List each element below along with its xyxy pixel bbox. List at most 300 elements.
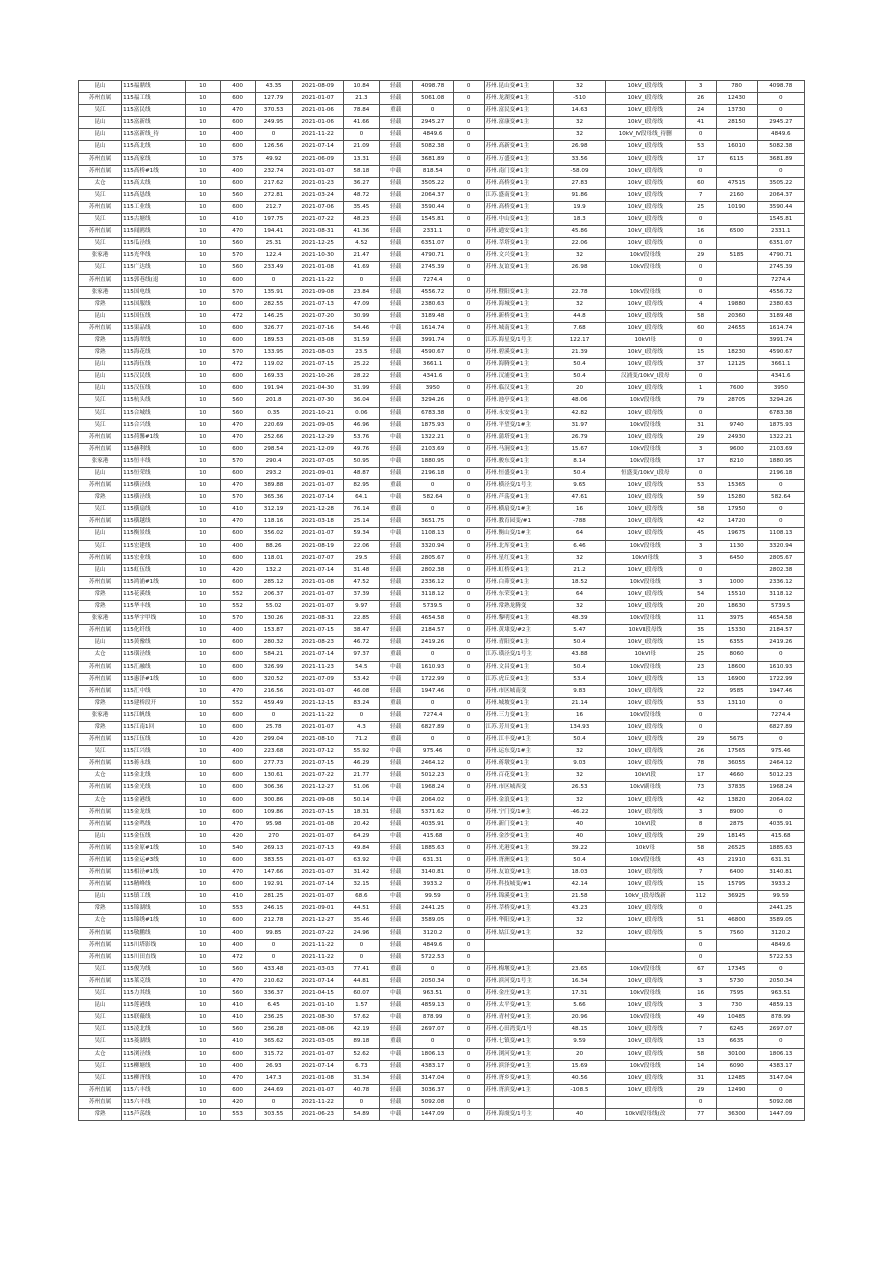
table-cell: 30.99 <box>343 310 379 322</box>
table-cell: 44.51 <box>343 903 379 915</box>
table-cell: 10 <box>185 480 220 492</box>
table-cell: 2697.07 <box>412 1024 453 1036</box>
table-cell: 31.48 <box>343 564 379 576</box>
table-cell: 6827.89 <box>757 721 804 733</box>
table-cell: 122.4 <box>255 250 292 262</box>
table-cell: 苏州.浏河变/#1主 <box>484 1048 554 1060</box>
table-cell: 115鸿浦#1线 <box>122 576 186 588</box>
table-cell: 600 <box>220 855 255 867</box>
table-cell: 5082.38 <box>412 141 453 153</box>
table-cell: 0 <box>453 347 484 359</box>
table-cell: 3950 <box>757 383 804 395</box>
table-cell: 张家港 <box>79 286 122 298</box>
table-cell: 115海花线 <box>122 347 186 359</box>
table-cell: 2021-10-21 <box>292 407 343 419</box>
table-cell: 20 <box>554 1048 605 1060</box>
table-cell: 48.23 <box>343 214 379 226</box>
table-cell: 3147.04 <box>412 1072 453 1084</box>
table-cell: 2464.12 <box>412 758 453 770</box>
table-row <box>79 177 805 189</box>
table-cell: 苏州.胥洲变#1主 <box>484 855 554 867</box>
table-cell: 67 <box>685 963 716 975</box>
table-cell: 中载 <box>379 891 412 903</box>
table-cell: 苏州.碧溪变#1主 <box>484 347 554 359</box>
table-cell: 115福工线 <box>122 93 186 105</box>
table-cell: 31.59 <box>343 334 379 346</box>
table-cell: 40 <box>554 1108 605 1120</box>
table-cell: 吴江 <box>79 540 122 552</box>
table-cell: 轻载 <box>379 842 412 854</box>
table-cell: 10 <box>185 1000 220 1012</box>
table-row <box>79 637 805 649</box>
table-cell: 115高桥#1线 <box>122 165 186 177</box>
table-cell: 轻载 <box>379 407 412 419</box>
table-cell: 0 <box>453 1096 484 1108</box>
table-cell: 苏州直属 <box>79 818 122 830</box>
table-cell: 2021-06-09 <box>292 153 343 165</box>
table-cell: 2021-08-10 <box>292 734 343 746</box>
table-cell: 轻载 <box>379 576 412 588</box>
table-row <box>79 419 805 431</box>
table-cell: 2021-08-31 <box>292 613 343 625</box>
table-cell: 2021-11-22 <box>292 709 343 721</box>
table-cell: 10kV_Ⅰ段母线 <box>605 347 685 359</box>
table-row <box>79 189 805 201</box>
table-cell: 36.04 <box>343 395 379 407</box>
table-cell: 2021-03-24 <box>292 189 343 201</box>
table-cell: 2745.39 <box>412 262 453 274</box>
table-row <box>79 746 805 758</box>
table-cell: 10kV段母线 <box>605 455 685 467</box>
table-cell: 10 <box>185 238 220 250</box>
table-cell: 115六丰线 <box>122 1096 186 1108</box>
table-cell: 10 <box>185 879 220 891</box>
table-cell: 10 <box>185 81 220 93</box>
table-cell: 4849.6 <box>412 939 453 951</box>
table-cell: 0 <box>453 867 484 879</box>
table-cell: 轻载 <box>379 468 412 480</box>
table-cell: 0 <box>757 93 804 105</box>
table-row <box>79 117 805 129</box>
table-row <box>79 201 805 213</box>
table-cell: 35 <box>685 625 716 637</box>
table-cell: 江苏.璜泾变/1号主 <box>484 649 554 661</box>
table-cell: 0 <box>453 334 484 346</box>
table-cell: 2021-07-14 <box>292 141 343 153</box>
table-cell: 32 <box>554 298 605 310</box>
table-cell: 轻载 <box>379 867 412 879</box>
table-cell: 2064.02 <box>757 794 804 806</box>
table-cell: 420 <box>220 564 255 576</box>
table-cell: 2802.38 <box>412 564 453 576</box>
table-cell: 42.14 <box>554 879 605 891</box>
table-cell: 3294.26 <box>412 395 453 407</box>
table-row <box>79 709 805 721</box>
table-cell: 10 <box>185 903 220 915</box>
table-cell: 吴江 <box>79 189 122 201</box>
table-cell: 10kV_Ⅰ段母线 <box>605 431 685 443</box>
table-cell: 31 <box>685 419 716 431</box>
table-cell: 21.09 <box>343 141 379 153</box>
table-cell: 16010 <box>716 141 757 153</box>
table-cell: 0 <box>343 1096 379 1108</box>
table-cell: 10 <box>185 371 220 383</box>
table-cell: 0 <box>453 1024 484 1036</box>
table-cell: 600 <box>220 794 255 806</box>
table-cell: 中载 <box>379 782 412 794</box>
table-cell: 0 <box>453 468 484 480</box>
table-cell: 苏州.南门变#1主 <box>484 165 554 177</box>
table-cell: 22.06 <box>343 540 379 552</box>
table-cell: 570 <box>220 455 255 467</box>
table-cell: 326.77 <box>255 322 292 334</box>
table-cell: 2021-08-09 <box>292 81 343 93</box>
table-row <box>79 407 805 419</box>
table-cell: 55.02 <box>255 601 292 613</box>
table-cell: 10kV_Ⅰ段母线 <box>605 1048 685 1060</box>
table-cell: 3505.22 <box>757 177 804 189</box>
table-cell: 2021-01-06 <box>292 105 343 117</box>
table-cell: 0 <box>453 601 484 613</box>
table-cell: 15510 <box>716 588 757 600</box>
table-row <box>79 455 805 467</box>
table-cell: 6245 <box>716 1024 757 1036</box>
table-cell: 21.39 <box>554 347 605 359</box>
table-cell <box>716 214 757 226</box>
table-cell: 7560 <box>716 927 757 939</box>
table-cell: 2945.27 <box>757 117 804 129</box>
table-cell: 10kV段母线 <box>605 963 685 975</box>
table-cell: 126.56 <box>255 141 292 153</box>
table-cell: 55.92 <box>343 746 379 758</box>
table-cell: 2331.1 <box>757 226 804 238</box>
table-cell: 0 <box>453 81 484 93</box>
table-cell: 苏州直属 <box>79 661 122 673</box>
table-cell: 吴江 <box>79 1060 122 1072</box>
table-cell: 0 <box>255 274 292 286</box>
table-cell: 15330 <box>716 625 757 637</box>
table-cell: 0 <box>453 818 484 830</box>
table-cell: 48.72 <box>343 189 379 201</box>
table-row <box>79 867 805 879</box>
table-cell: 16 <box>685 226 716 238</box>
table-cell: 中载 <box>379 988 412 1000</box>
table-cell: 吴江 <box>79 988 122 1000</box>
table-cell: 重载 <box>379 504 412 516</box>
table-cell: 10kV_Ⅰ段母线 <box>605 915 685 927</box>
table-cell <box>484 939 554 951</box>
table-cell: 600 <box>220 322 255 334</box>
table-cell: 苏州.黄埭变/#2主 <box>484 625 554 637</box>
table-row <box>79 238 805 250</box>
table-cell: 10 <box>185 601 220 613</box>
table-cell: 4341.6 <box>412 371 453 383</box>
table-cell: 苏州直属 <box>79 939 122 951</box>
table-cell: 2021-01-07 <box>292 830 343 842</box>
table-cell: 0 <box>453 734 484 746</box>
table-cell: 109.86 <box>255 806 292 818</box>
table-cell: 0 <box>453 855 484 867</box>
table-cell: 轻载 <box>379 540 412 552</box>
table-cell: 54.5 <box>343 661 379 673</box>
table-cell: 2021-07-14 <box>292 879 343 891</box>
table-cell: 582.64 <box>412 492 453 504</box>
table-cell: 10kV_Ⅰ段母线 <box>605 492 685 504</box>
table-cell: 0 <box>453 383 484 395</box>
table-cell: 1000 <box>716 576 757 588</box>
table-cell: 2441.25 <box>412 903 453 915</box>
table-cell: 1108.13 <box>412 528 453 540</box>
table-cell: 963.51 <box>757 988 804 1000</box>
table-cell: 50.14 <box>343 794 379 806</box>
table-cell: 48.15 <box>554 1024 605 1036</box>
table-cell <box>716 334 757 346</box>
table-cell: 3320.94 <box>412 540 453 552</box>
table-cell: 苏州.金浪变#1主 <box>484 794 554 806</box>
table-cell: 10 <box>185 516 220 528</box>
table-cell: 10kV段母线 <box>605 1060 685 1072</box>
table-cell: 878.99 <box>757 1012 804 1024</box>
table-cell: 2021-08-23 <box>292 637 343 649</box>
table-cell <box>716 1096 757 1108</box>
table-cell: 2021-08-03 <box>292 347 343 359</box>
table-cell: 中载 <box>379 165 412 177</box>
table-cell: 0 <box>453 927 484 939</box>
table-cell: 7.68 <box>554 322 605 334</box>
table-cell: 64 <box>554 588 605 600</box>
table-row <box>79 540 805 552</box>
table-cell: 47515 <box>716 177 757 189</box>
table-cell: 10.84 <box>343 81 379 93</box>
table-cell: 吴江 <box>79 105 122 117</box>
table-body <box>79 81 805 1121</box>
table-cell: 苏州.胥乡变/#1主 <box>484 1072 554 1084</box>
table-cell: 10kV_Ⅰ段母线 <box>605 105 685 117</box>
table-cell: 400 <box>220 540 255 552</box>
table-cell: 太仓 <box>79 770 122 782</box>
table-cell: 16900 <box>716 673 757 685</box>
table-cell: 115建桥段开 <box>122 697 186 709</box>
table-cell: 苏州.百花变#1主 <box>484 770 554 782</box>
table-cell: 12430 <box>716 93 757 105</box>
table-cell <box>605 951 685 963</box>
table-cell: 410 <box>220 214 255 226</box>
table-cell: 3036.37 <box>412 1084 453 1096</box>
table-cell: 4.3 <box>343 721 379 733</box>
table-cell: 3118.12 <box>412 588 453 600</box>
table-cell: 0 <box>453 709 484 721</box>
table-cell: 苏州.白茆变#1主 <box>484 576 554 588</box>
table-cell: 10 <box>185 1060 220 1072</box>
table-cell <box>554 951 605 963</box>
table-cell: 43.35 <box>255 81 292 93</box>
table-cell: 0 <box>255 129 292 141</box>
table-cell: 常熟 <box>79 492 122 504</box>
table-cell: 115荷馨#1线 <box>122 431 186 443</box>
table-cell: 6351.07 <box>757 238 804 250</box>
table-cell: 6090 <box>716 1060 757 1072</box>
table-cell: 苏州.七镇变/#1主 <box>484 1036 554 1048</box>
table-cell: 25.22 <box>343 359 379 371</box>
table-cell: 10 <box>185 310 220 322</box>
table-row <box>79 1012 805 1024</box>
table-cell: 600 <box>220 371 255 383</box>
table-cell: 1614.74 <box>757 322 804 334</box>
table-cell: 苏州.东荣变#1主 <box>484 588 554 600</box>
table-cell: 252.66 <box>255 431 292 443</box>
table-cell: 2021-11-22 <box>292 939 343 951</box>
table-cell: 3147.04 <box>757 1072 804 1084</box>
table-cell: 600 <box>220 649 255 661</box>
table-cell: 常熟 <box>79 601 122 613</box>
table-cell: 600 <box>220 576 255 588</box>
table-cell: 15365 <box>716 480 757 492</box>
table-cell: 太仓 <box>79 649 122 661</box>
table-cell: 356.02 <box>255 528 292 540</box>
table-row <box>79 721 805 733</box>
table-cell: 2196.18 <box>757 468 804 480</box>
table-cell: 重载 <box>379 649 412 661</box>
table-cell: 95.98 <box>255 818 292 830</box>
table-cell: 苏州.友谊变/#1主 <box>484 867 554 879</box>
table-cell: 25 <box>685 201 716 213</box>
table-cell: 400 <box>220 1060 255 1072</box>
table-cell: 苏州.马涧变#1主 <box>484 443 554 455</box>
table-cell: 苏州.三力变#1主 <box>484 709 554 721</box>
table-cell: 1880.95 <box>412 455 453 467</box>
table-row <box>79 359 805 371</box>
table-cell: 2064.02 <box>412 794 453 806</box>
table-cell: 115江帆线 <box>122 709 186 721</box>
table-cell: 2021-06-23 <box>292 1108 343 1120</box>
table-cell: 2021-04-30 <box>292 383 343 395</box>
table-cell: 1968.24 <box>412 782 453 794</box>
table-cell: 0 <box>343 939 379 951</box>
table-row <box>79 431 805 443</box>
table-cell: 18.31 <box>343 806 379 818</box>
table-cell: 51 <box>685 915 716 927</box>
table-cell: 2021-07-20 <box>292 310 343 322</box>
table-cell: 7274.4 <box>757 274 804 286</box>
table-cell: 2021-01-08 <box>292 262 343 274</box>
table-cell: 0 <box>685 371 716 383</box>
table-cell: 3 <box>685 576 716 588</box>
table-cell: 36.27 <box>343 177 379 189</box>
table-cell: 4556.72 <box>412 286 453 298</box>
table-cell: 41.66 <box>343 117 379 129</box>
table-cell: 40 <box>554 830 605 842</box>
table-cell: 29 <box>685 830 716 842</box>
table-cell: 苏州.海城变#1主 <box>484 298 554 310</box>
table-cell: 0 <box>757 1036 804 1048</box>
table-cell: 400 <box>220 129 255 141</box>
table-cell: 600 <box>220 782 255 794</box>
table-cell: 115瓜泾线 <box>122 238 186 250</box>
table-cell: 2419.26 <box>412 637 453 649</box>
table-cell: 10kV_Ⅰ段母线 <box>605 322 685 334</box>
table-cell: 22.85 <box>343 613 379 625</box>
table-cell: 3140.81 <box>757 867 804 879</box>
table-cell: 2021-07-06 <box>292 201 343 213</box>
table-cell: 3294.26 <box>757 395 804 407</box>
table-cell: 23.5 <box>343 347 379 359</box>
table-cell <box>716 903 757 915</box>
table-cell: 轻载 <box>379 1000 412 1012</box>
table-cell: 299.04 <box>255 734 292 746</box>
table-cell: 0 <box>453 504 484 516</box>
table-row <box>79 903 805 915</box>
table-row <box>79 951 805 963</box>
table-cell: 3950 <box>412 383 453 395</box>
table-cell: 10kV_Ⅰ段母线 <box>605 93 685 105</box>
table-cell: 14720 <box>716 516 757 528</box>
table-cell: 115国伍线 <box>122 310 186 322</box>
table-cell: 383.55 <box>255 855 292 867</box>
table-cell: 0 <box>453 105 484 117</box>
table-cell: 5.66 <box>554 1000 605 1012</box>
table-cell: 轻载 <box>379 395 412 407</box>
table-cell <box>605 939 685 951</box>
data-table <box>78 80 805 1121</box>
table-cell: 苏州.新桥变#1主 <box>484 310 554 322</box>
table-cell: 5012.23 <box>757 770 804 782</box>
table-cell: 10 <box>185 552 220 564</box>
table-cell: 470 <box>220 516 255 528</box>
table-cell: 5722.53 <box>757 951 804 963</box>
table-cell: 2103.69 <box>757 443 804 455</box>
table-cell: 82.95 <box>343 480 379 492</box>
table-cell: 3975 <box>716 613 757 625</box>
table-cell: 6351.07 <box>412 238 453 250</box>
table-cell: 13730 <box>716 105 757 117</box>
table-cell: 115国服线 <box>122 298 186 310</box>
table-cell: 50.4 <box>554 855 605 867</box>
table-cell: 0 <box>453 552 484 564</box>
table-cell: 326.99 <box>255 661 292 673</box>
table-cell: 470 <box>220 818 255 830</box>
table-cell: 4035.91 <box>412 818 453 830</box>
table-cell: 10kV段母线 <box>605 540 685 552</box>
table-cell: 2021-01-07 <box>292 685 343 697</box>
table-cell: 99.59 <box>757 891 804 903</box>
table-cell: 4859.13 <box>757 1000 804 1012</box>
table-cell: 21.77 <box>343 770 379 782</box>
table-cell: 5012.23 <box>412 770 453 782</box>
table-cell: 3 <box>685 552 716 564</box>
table-cell: 6115 <box>716 153 757 165</box>
table-cell: 2021-01-07 <box>292 1048 343 1060</box>
table-cell: 10 <box>185 867 220 879</box>
table-cell: 6.73 <box>343 1060 379 1072</box>
table-cell: 53 <box>685 141 716 153</box>
table-cell: 0 <box>453 613 484 625</box>
table-cell: 轻载 <box>379 371 412 383</box>
table-cell: 轻载 <box>379 806 412 818</box>
table-cell: 7274.4 <box>412 274 453 286</box>
table-cell <box>716 564 757 576</box>
table-cell: 0 <box>453 1072 484 1084</box>
table-cell: 31 <box>685 1072 716 1084</box>
table-cell: 2021-11-22 <box>292 129 343 141</box>
table-cell: 115赫利线 <box>122 443 186 455</box>
table-cell: 1875.93 <box>757 419 804 431</box>
table-cell: 0 <box>453 649 484 661</box>
table-cell: 3590.44 <box>412 201 453 213</box>
table-cell: 5061.08 <box>412 93 453 105</box>
table-cell: 吴江 <box>79 504 122 516</box>
table-cell: 吴江 <box>79 262 122 274</box>
table-cell: 10kV_Ⅰ段母线 <box>605 81 685 93</box>
